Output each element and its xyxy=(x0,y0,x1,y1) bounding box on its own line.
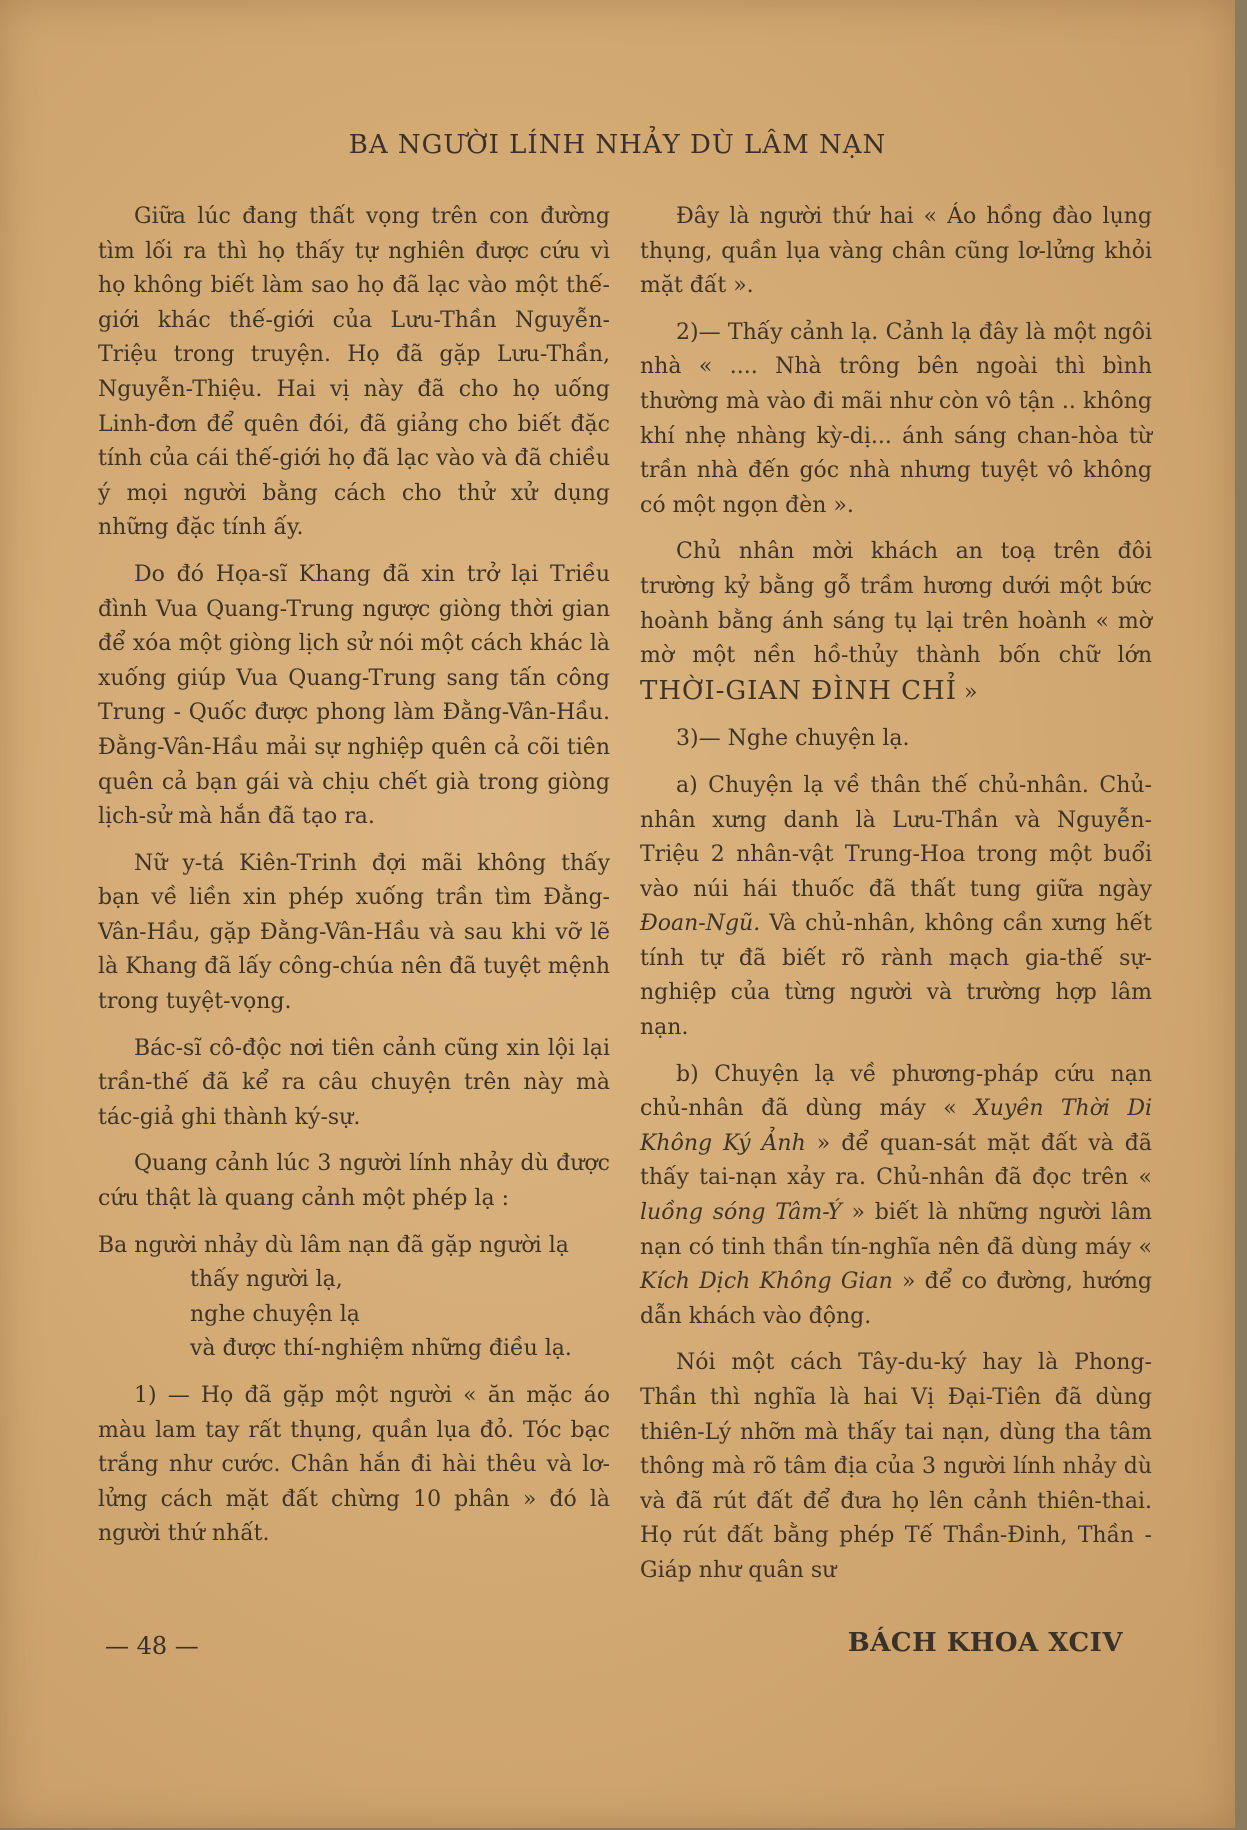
list-item: và được thí-nghiệm những điều lạ. xyxy=(190,1336,572,1362)
left-column xyxy=(98,200,610,1564)
paragraph-text: » biết là những người lâm nạn có tinh thần tín-nghĩa nên đã dùng máy « xyxy=(640,1200,1152,1260)
paragraph xyxy=(640,535,1152,710)
paragraph-text: » để co đường, hướng dẫn khách vào động. xyxy=(640,1269,1153,1329)
sign-text: THỜI-GIAN ĐÌNH CHỈ xyxy=(640,675,957,706)
section-heading: 3)— Nghe chuyện lạ. xyxy=(676,726,910,752)
paragraph: Bác-sĩ cô-độc nơi tiên cảnh cũng xin lội lại trần-thế đã kể ra câu chuyện trên này mà tác-giả ghi thành ký-sự. xyxy=(98,1035,610,1130)
list-item: thấy người lạ, xyxy=(190,1267,343,1293)
article-title: BA NGƯỜI LÍNH NHẢY DÙ LÂM NẠN xyxy=(348,130,887,160)
publication-name: BÁCH KHOA XCIV xyxy=(847,1628,1123,1658)
emphasis: Đoan-Ngũ. xyxy=(640,911,761,937)
emphasis: Xuyên Thời Di Không Ký Ảnh xyxy=(640,1096,1152,1156)
emphasis: luồng sóng Tâm-Ý xyxy=(640,1200,842,1226)
paragraph: 2)— Thấy cảnh lạ. Cảnh lạ đây là một ngôi nhà « .... Nhà trông bên ngoài thì bình thường mà vào đi mãi như còn vô tận .. không khí nhẹ nhàng kỳ-dị... ánh sáng chan-hòa từ trần nhà đến góc nhà nhưng tuyệt vô không có một ngọn đèn ». xyxy=(640,319,1152,518)
quote-close: » xyxy=(964,679,978,705)
paragraph-text: Và chủ-nhân, không cần xưng hết tính tự đã biết rõ rành mạch gia-thế sự-nghiệp của từng người và trường hợp lâm nạn. xyxy=(640,911,1152,1041)
paragraph: Đây là người thứ hai « Áo hồng đào lụng thụng, quần lụa vàng chân cũng lơ-lửng khỏi mặt đất ». xyxy=(640,204,1152,299)
strange-things-list xyxy=(98,1229,610,1367)
paragraph: 1) — Họ đã gặp một người « ăn mặc áo màu lam tay rất thụng, quần lụa đỏ. Tóc bạc trắng như cước. Chân hắn đi hài thêu và lơ-lửng cách mặt đất chừng 10 phân » đó là người thứ nhất. xyxy=(98,1383,610,1547)
page-number: — 48 — xyxy=(105,1632,199,1660)
paragraph: Quang cảnh lúc 3 người lính nhảy dù được cứu thật là quang cảnh một phép lạ : xyxy=(98,1151,610,1212)
list-intro: Ba người nhảy dù lâm nạn đã gặp người lạ xyxy=(98,1232,569,1258)
paragraph xyxy=(640,1058,1152,1335)
paragraph: Do đó Họa-sĩ Khang đã xin trở lại Triều đình Vua Quang-Trung ngược giòng thời gian để xóa một giòng lịch sử nói một cách khác là xuống giúp Vua Quang-Trung sang tấn công Trung - Quốc được phong làm Đằng-Vân-Hầu. Đằng-Vân-Hầu mải sự nghiệp quên cả cõi tiên quên cả bạn gái và chịu chết già trong giòng lịch-sử mà hắn đã tạo ra. xyxy=(98,561,610,830)
paragraph-text: » để quan-sát mặt đất và đã thấy tai-nạn xảy ra. Chủ-nhân đã đọc trên « xyxy=(640,1130,1152,1191)
paragraph: Nữ y-tá Kiên-Trinh đợi mãi không thấy bạn về liền xin phép xuống trần tìm Đằng-Vân-Hầu, gặp Đằng-Vân-Hầu và sau khi vỡ lẽ là Khang đã lấy công-chúa nên đã tuyệt mệnh trong tuyệt-vọng. xyxy=(98,850,610,1015)
emphasis: Kích Dịch Không Gian xyxy=(640,1269,893,1295)
paragraph: Giữa lúc đang thất vọng trên con đường tìm lối ra thì họ thấy tự nghiên được cứu vì họ không biết làm sao họ đã lạc vào một thế-giới khác thế-giới của Lưu-Thần Nguyễn-Triệu trong truyện. Họ đã gặp Lưu-Thần, Nguyễn-Thiệu. Hai vị này đã cho họ uống Linh-đơn để quên đói, đã giảng cho biết đặc tính của cái thế-giới họ đã lạc vào và đã chiều ý mọi người bằng cách cho thử xử dụng những đặc tính ấy. xyxy=(98,204,610,541)
right-column xyxy=(640,200,1152,1601)
paragraph-text: a) Chuyện lạ về thân thế chủ-nhân. Chủ-nhân xưng danh là Lưu-Thần và Nguyễn-Triệu 2 nhân-vật Trung-Hoa trong một buổi vào núi hái thuốc đã thất tung giữa ngày xyxy=(640,772,1152,902)
paragraph: Nói một cách Tây-du-ký hay là Phong-Thần thì nghĩa là hai Vị Đại-Tiên đã dùng thiên-Lý nhỡn mà thấy tai nạn, dùng tha tâm thông mà rõ tâm địa của 3 người lính nhảy dù và đã rút đất để đưa họ lên cảnh thiên-thai. Họ rút đất bằng phép Tế Thần-Đinh, Thần - Giáp như quân sư xyxy=(640,1350,1152,1583)
paragraph-text: Chủ nhân mời khách an toạ trên đôi trường kỷ bằng gỗ trầm hương dưới một bức hoành bằng ánh sáng tụ lại trên hoành « mờ mờ một nền hồ-thủy thành bốn chữ lớn xyxy=(640,539,1152,669)
paragraph-text: b) Chuyện lạ về phương-pháp cứu nạn chủ-nhân đã dùng máy « xyxy=(640,1061,1152,1122)
paragraph xyxy=(640,769,1152,1046)
list-item: nghe chuyện lạ xyxy=(190,1301,360,1327)
